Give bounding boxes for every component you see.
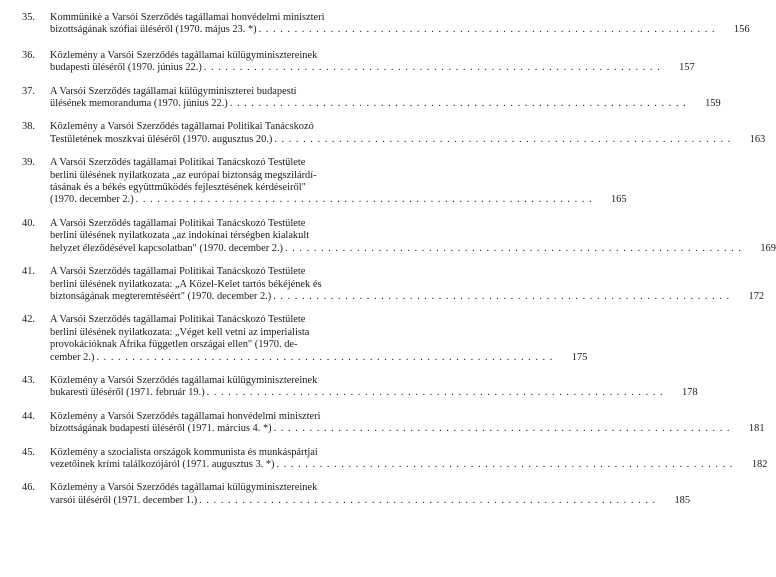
entry-title-last-line [50, 387, 664, 399]
dot-leader [274, 134, 731, 146]
entry-title-last-line [50, 495, 656, 507]
entry-number: 42. [22, 314, 35, 326]
entry-title-line: Közlemény a Varsói Szerződés tagállamai külügyminisztereinek [50, 482, 318, 494]
entry-title [50, 157, 627, 207]
entry-title-line: cember 2.) [50, 351, 95, 363]
page-number: 169 [760, 242, 776, 254]
entry-title-line: helyzet éleződésével kapcsolatban" (1970. december 2.) [50, 242, 284, 254]
entry-title-line: berlini ülésének nyilatkozata „az európai biztonság megszilárdí- [50, 169, 317, 181]
entry-title-line: (1970. december 2.) [50, 194, 134, 206]
entry-number: 46. [22, 482, 35, 494]
entry-title [50, 375, 698, 400]
entry-title-line: A Varsói Szerződés tagállamai Politikai Tanácskozó Testülete [50, 217, 306, 229]
entry-title-line: vezetőinek krími találkozójáról (1971. augusztus 3. *) [50, 458, 275, 470]
entry-title-line: provokációknak Afrika független országai ellen" (1970. de- [50, 339, 298, 351]
entry-number: 41. [22, 266, 35, 278]
dot-leader [274, 423, 731, 435]
entry-title-line: tásának és a békés együttműködés fejlesztésének kérdéseiről" [50, 182, 306, 194]
entry-title-last-line [50, 291, 730, 303]
entry-title-line: Közlemény a Varsói Szerződés tagállamai honvédelmi miniszteri [50, 410, 321, 422]
entry-title-last-line [50, 243, 742, 255]
dot-leader [285, 243, 742, 255]
dot-leader [273, 291, 730, 303]
entry-title-last-line [50, 24, 716, 36]
entry-title-line: A Varsói Szerződés tagállamai Politikai Tanácskozó Testülete [50, 266, 306, 278]
toc-entry [22, 266, 765, 303]
entry-title-last-line [50, 352, 553, 364]
entry-number: 39. [22, 157, 35, 169]
dot-leader [277, 459, 734, 471]
entry-title [50, 447, 767, 472]
entry-title-line: biztonságának megteremtéséért" (1970. december 2.) [50, 290, 272, 302]
entry-title-last-line [50, 194, 593, 206]
entry-number: 43. [22, 374, 35, 386]
toc-entry [22, 410, 765, 436]
page-number: 165 [610, 194, 627, 206]
entry-title [50, 411, 765, 436]
page-number: 157 [679, 62, 695, 74]
entry-number: 44. [22, 410, 35, 422]
entry-title-line: A Varsói Szerződés tagállamai Politikai Tanácskozó Testülete [50, 157, 306, 169]
entry-title-line: A Varsói Szerződés tagállamai külügyminiszterei budapesti [50, 85, 297, 97]
page-number: 182 [751, 458, 768, 470]
entry-title-last-line [50, 134, 731, 146]
dot-leader [259, 24, 716, 36]
page-number: 181 [748, 423, 765, 435]
page-number: 163 [749, 133, 766, 145]
entry-title-last-line [50, 98, 687, 110]
dot-leader [207, 387, 664, 399]
toc-entry [22, 12, 750, 37]
toc-entry [22, 49, 695, 75]
page-number: 156 [733, 24, 750, 36]
entry-title-line: bizottságának budapesti üléséről (1971. március 4. *) [50, 423, 272, 435]
page-number: 178 [681, 387, 698, 399]
entry-title-last-line [50, 62, 661, 74]
entry-title [50, 218, 776, 255]
dot-leader [204, 62, 661, 74]
entry-title-line: bukaresti üléséről (1971. február 19.) [50, 387, 205, 399]
entry-title-line: A Varsói Szerződés tagállamai Politikai Tanácskozó Testülete [50, 314, 306, 326]
entry-title-line: Közlemény a Varsói Szerződés tagállamai külügyminisztereinek [50, 374, 318, 386]
entry-title-line: Testületének moszkvai üléséről (1970. augusztus 20.) [50, 133, 273, 145]
dot-leader [136, 194, 593, 206]
dot-leader [230, 98, 687, 110]
toc-entry [22, 157, 627, 207]
entry-title-last-line [50, 423, 731, 435]
entry-number: 36. [22, 49, 35, 61]
entry-title-line: Közlemény a Varsói Szerződés tagállamai Politikai Tanácskozó [50, 121, 314, 133]
toc-entry [22, 314, 588, 364]
table-of-contents [22, 12, 776, 507]
entry-title [50, 266, 764, 303]
entry-number: 40. [22, 217, 35, 229]
toc-entry [22, 446, 768, 472]
entry-title [50, 482, 690, 507]
entry-number: 45. [22, 446, 35, 458]
entry-title-line: Kommünikė a Varsói Szerződés tagállamai honvédelmi miniszteri [50, 12, 325, 23]
entry-title [50, 314, 587, 364]
entry-title [50, 12, 750, 37]
page-number: 172 [748, 290, 765, 302]
entry-title-line: berlini ülésének nyilatkozata: „Véget kell vetni az imperialista [50, 326, 310, 338]
entry-number: 38. [22, 121, 35, 133]
page-number: 185 [674, 494, 691, 506]
entry-title-line: berlini ülésének nyilatkozata: „A Közel-Kelet tartós békéjének és [50, 278, 322, 290]
toc-entry [22, 85, 721, 111]
toc-entry [22, 374, 698, 400]
entry-title-line: bizottságának szófiai üléséről (1970. május 23. *) [50, 24, 257, 36]
page-number: 175 [571, 351, 588, 363]
page-number: 159 [705, 98, 721, 110]
entry-number: 35. [22, 12, 35, 23]
entry-title [50, 121, 765, 146]
entry-title-line: ülésének memoranduma (1970. június 22.) [50, 98, 228, 110]
entry-title-line: berlini ülésének nyilatkozata „az indokínai térségben kialakult [50, 230, 310, 242]
toc-entry [22, 121, 766, 146]
toc-entry [22, 217, 776, 255]
toc-entry [22, 482, 691, 507]
dot-leader [96, 352, 553, 364]
entry-title [50, 50, 695, 75]
entry-title-last-line [50, 459, 733, 471]
entry-title [50, 86, 721, 111]
entry-title-line: Közlemény a Varsói Szerződés tagállamai külügyminisztereinek [50, 49, 318, 61]
entry-title-line: Közlemény a szocialista országok kommunista és munkáspártjai [50, 446, 318, 458]
dot-leader [199, 495, 656, 507]
entry-title-line: budapesti üléséről (1970. június 22.) [50, 62, 202, 74]
entry-number: 37. [22, 85, 35, 97]
entry-title-line: varsói üléséről (1971. december 1.) [50, 494, 198, 506]
